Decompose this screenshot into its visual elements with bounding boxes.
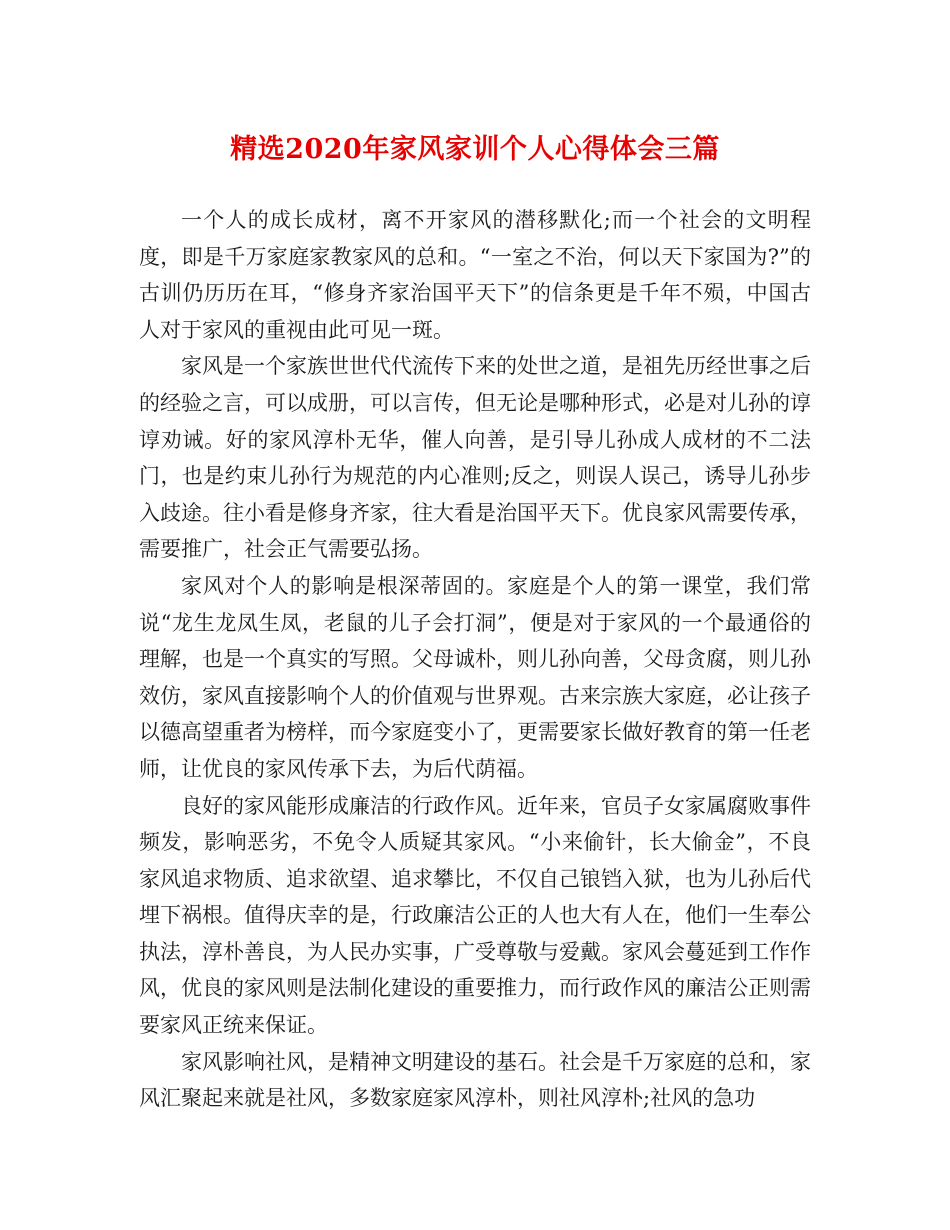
paragraph-3: 家风对个人的影响是根深蒂固的。家庭是个人的第一课堂，我们常说“龙生龙凤生凤，老鼠的儿子会打洞”，便是对于家风的一个最通俗的理解，也是一个真实的写照。父母诚朴，则儿孙向善，父母贪腐，则儿孙效仿，家风直接影响个人的价值观与世界观。古来宗族大家庭，必让孩子以德高望重者为榜样，而今家庭变小了，更需要家长做好教育的第一任老师，让优良的家风传承下去，为后代荫福。 xyxy=(139,573,811,781)
paragraph-1: 一个人的成长成材，离不开家风的潜移默化;而一个社会的文明程度，即是千万家庭家教家风的总和。“一室之不治，何以天下家国为?”的古训仍历历在耳，“修身齐家治国平天下”的信条更是千年不殒，中国古人对于家风的重视由此可见一斑。 xyxy=(139,208,811,342)
document-body xyxy=(139,202,811,1117)
paragraph-4: 良好的家风能形成廉洁的行政作风。近年来，官员子女家属腐败事件频发，影响恶劣，不免令人质疑其家风。“小来偷针，长大偷金”，不良家风追求物质、追求欲望、追求攀比，不仅自己锒铛入狱，也为儿孙后代埋下祸根。值得庆幸的是，行政廉洁公正的人也大有人在，他们一生奉公执法，淳朴善良，为人民办实事，广受尊敬与爱戴。家风会蔓延到工作作风，优良的家风则是法制化建设的重要推力，而行政作风的廉洁公正则需要家风正统来保证。 xyxy=(139,793,811,1038)
paragraph-5: 家风影响社风，是精神文明建设的基石。社会是千万家庭的总和，家风汇聚起来就是社风，多数家庭家风淳朴，则社风淳朴;社风的急功 xyxy=(139,1049,811,1111)
document-title: 精选2020年家风家训个人心得体会三篇 xyxy=(230,134,720,165)
paragraph-2: 家风是一个家族世世代代流传下来的处世之道，是祖先历经世事之后的经验之言，可以成册，可以言传，但无论是哪种形式，必是对儿孙的谆谆劝诫。好的家风淳朴无华，催人向善，是引导儿孙成人成材的不二法门，也是约束儿孙行为规范的内心准则;反之，则误人误己，诱导儿孙步入歧途。往小看是修身齐家，往大看是治国平天下。优良家风需要传承，需要推广，社会正气需要弘扬。 xyxy=(139,354,811,562)
